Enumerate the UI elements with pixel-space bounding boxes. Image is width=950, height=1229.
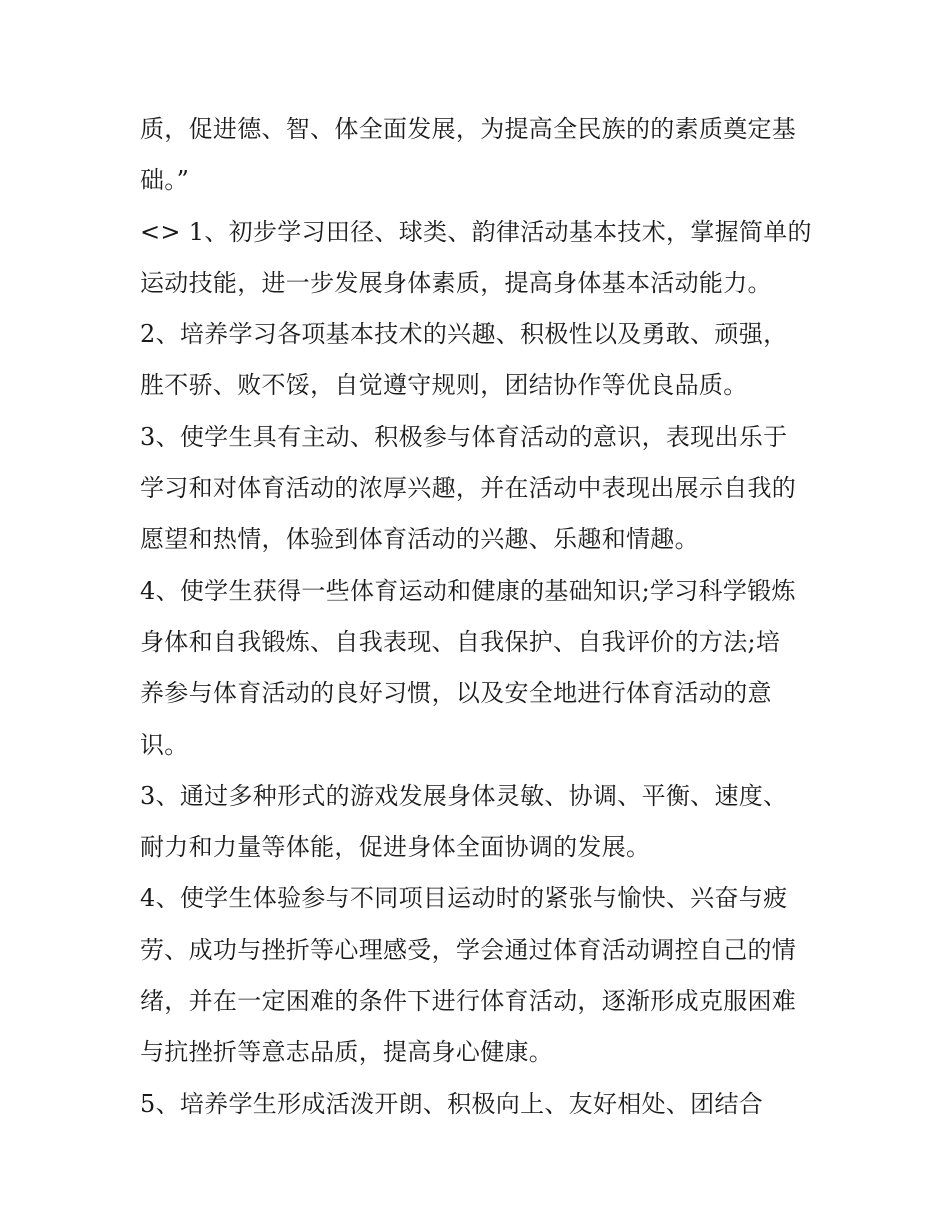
- text-line: 劳、成功与挫折等心理感受，学会通过体育活动调控自己的情: [140, 935, 797, 964]
- text-line: 胜不骄、败不馁，自觉遵守规则，团结协作等优良品质。: [140, 371, 748, 400]
- text-line: 愿望和热情，体验到体育活动的兴趣、乐趣和情趣。: [140, 525, 699, 554]
- text-line: 础。”: [140, 166, 190, 195]
- text-line: 3、通过多种形式的游戏发展身体灵敏、协调、平衡、速度、: [140, 781, 788, 810]
- text-line: 识。: [140, 730, 189, 759]
- text-line: 4、使学生获得一些体育运动和健康的基础知识;学习科学锻炼: [140, 576, 796, 605]
- text-line: 5、培养学生形成活泼开朗、积极向上、友好相处、团结合: [140, 1089, 764, 1118]
- text-line: 耐力和力量等体能，促进身体全面协调的发展。: [140, 833, 651, 862]
- text-line: 质，促进德、智、体全面发展，为提高全民族的的素质奠定基: [140, 115, 797, 143]
- text-line: 3、使学生具有主动、积极参与体育活动的意识，表现出乐于: [140, 422, 788, 451]
- text-line: 学习和对体育活动的浓厚兴趣，并在活动中表现出展示自我的: [140, 474, 797, 503]
- text-line: 养参与体育活动的良好习惯，以及安全地进行体育活动的意: [140, 679, 772, 708]
- text-line: 2、培养学习各项基本技术的兴趣、积极性以及勇敢、顽强，: [140, 320, 788, 349]
- text-line: 绪，并在一定困难的条件下进行体育活动，逐渐形成克服困难: [140, 987, 797, 1016]
- text-line: 与抗挫折等意志品质，提高身心健康。: [140, 1038, 554, 1067]
- text-line: 4、使学生体验参与不同项目运动时的紧张与愉快、兴奋与疲: [140, 884, 788, 913]
- text-line: <> 1、初步学习田径、球类、韵律活动基本技术，掌握简单的: [140, 217, 812, 246]
- text-line: 身体和自我锻炼、自我表现、自我保护、自我评价的方法;培: [140, 627, 781, 656]
- document-body: [140, 104, 820, 1130]
- text-line: 运动技能，进一步发展身体素质，提高身体基本活动能力。: [140, 268, 772, 297]
